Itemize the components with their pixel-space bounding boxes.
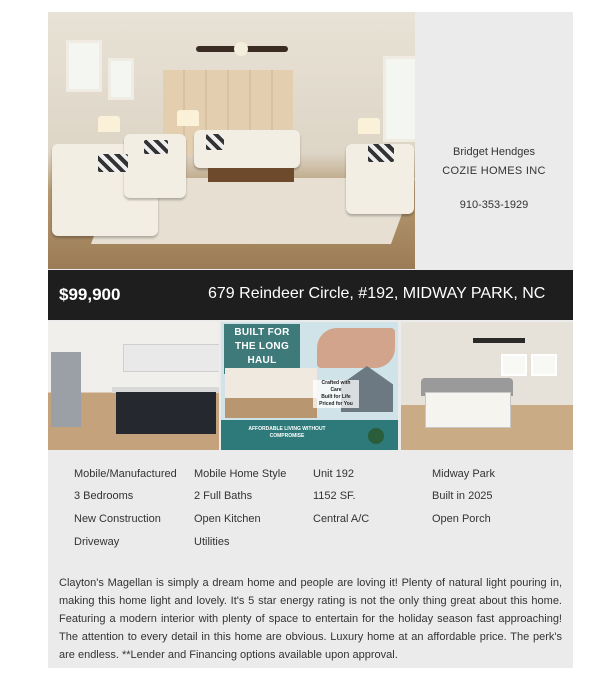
feature-item: Driveway bbox=[74, 536, 120, 548]
ceiling-fan bbox=[473, 338, 525, 343]
feature-item: New Construction bbox=[74, 513, 161, 525]
crafted-text bbox=[313, 380, 359, 408]
pillow bbox=[98, 154, 128, 172]
feature-item: Open Porch bbox=[432, 513, 491, 525]
lamp bbox=[177, 110, 199, 126]
feature-item: Open Kitchen bbox=[194, 513, 261, 525]
window bbox=[383, 56, 415, 142]
crafted-line: Priced for You bbox=[319, 401, 353, 407]
coffee-table bbox=[208, 168, 294, 182]
window bbox=[501, 354, 527, 376]
inner-room-photo bbox=[225, 368, 317, 418]
feature-item: Mobile Home Style bbox=[194, 468, 287, 480]
pillow bbox=[144, 140, 168, 154]
ceiling-fan-light bbox=[234, 42, 248, 56]
handshake-image bbox=[317, 328, 395, 368]
feature-item: Built in 2025 bbox=[432, 490, 493, 502]
pillow bbox=[368, 144, 394, 162]
bed bbox=[425, 392, 511, 428]
headline-line: BUILT FOR bbox=[234, 327, 290, 338]
tagline-line: AFFORDABLE LIVING WITHOUT bbox=[248, 426, 326, 432]
agent-info bbox=[415, 12, 573, 269]
feature-item: Utilities bbox=[194, 536, 230, 548]
feature-item: 3 Bedrooms bbox=[74, 490, 134, 502]
tree-logo-icon bbox=[368, 428, 384, 444]
lamp bbox=[358, 118, 380, 134]
agent-company: COZIE HOMES INC bbox=[442, 165, 546, 177]
feature-item: Midway Park bbox=[432, 468, 495, 480]
promo-tagline bbox=[227, 426, 347, 440]
headline-line: HAUL bbox=[247, 355, 277, 366]
headline-line: THE LONG bbox=[234, 341, 290, 352]
crafted-line: Built for Life bbox=[321, 394, 351, 400]
bedroom-photo bbox=[401, 322, 573, 450]
feature-item: Unit 192 bbox=[313, 468, 354, 480]
cabinets bbox=[123, 344, 219, 372]
window bbox=[531, 354, 557, 376]
listing-address: 679 Reindeer Circle, #192, MIDWAY PARK, NC bbox=[208, 285, 546, 302]
living-room-photo bbox=[48, 12, 415, 269]
kitchen-photo bbox=[48, 322, 219, 450]
lamp bbox=[98, 116, 120, 132]
agent-phone: 910-353-1929 bbox=[459, 199, 529, 211]
promo-graphic bbox=[221, 322, 398, 450]
feature-item: 2 Full Baths bbox=[194, 490, 253, 502]
crafted-line: Care bbox=[330, 387, 342, 393]
agent-name: Bridget Hendges bbox=[453, 146, 535, 158]
window bbox=[108, 58, 134, 100]
refrigerator bbox=[51, 352, 81, 427]
tagline-line: COMPROMISE bbox=[269, 433, 305, 439]
listing-flyer bbox=[48, 12, 573, 668]
kitchen-island bbox=[116, 392, 216, 434]
pillow bbox=[206, 134, 224, 150]
feature-item: 1152 SF. bbox=[313, 490, 356, 502]
crafted-line: Crafted with bbox=[321, 380, 351, 386]
listing-description: Clayton's Magellan is simply a dream home and people are loving it! Plenty of natural light pouring in, making this home light and lovely. It's 5 star energy rating is not the only thing great about this home. Featuring a modern interior with plenty of space to entertain for the holiday season fast approaching! The attention to every detail in this home are obvious. Luxury home at an affordable price. The perk's are endless. **Lender and Financing options available upon approval. bbox=[59, 577, 562, 661]
feature-item: Central A/C bbox=[313, 513, 370, 525]
window bbox=[66, 40, 102, 92]
feature-item: Mobile/Manufactured bbox=[74, 468, 177, 480]
price-address-bar bbox=[48, 270, 573, 320]
listing-price: $99,900 bbox=[59, 285, 121, 304]
headline-box bbox=[224, 324, 300, 374]
